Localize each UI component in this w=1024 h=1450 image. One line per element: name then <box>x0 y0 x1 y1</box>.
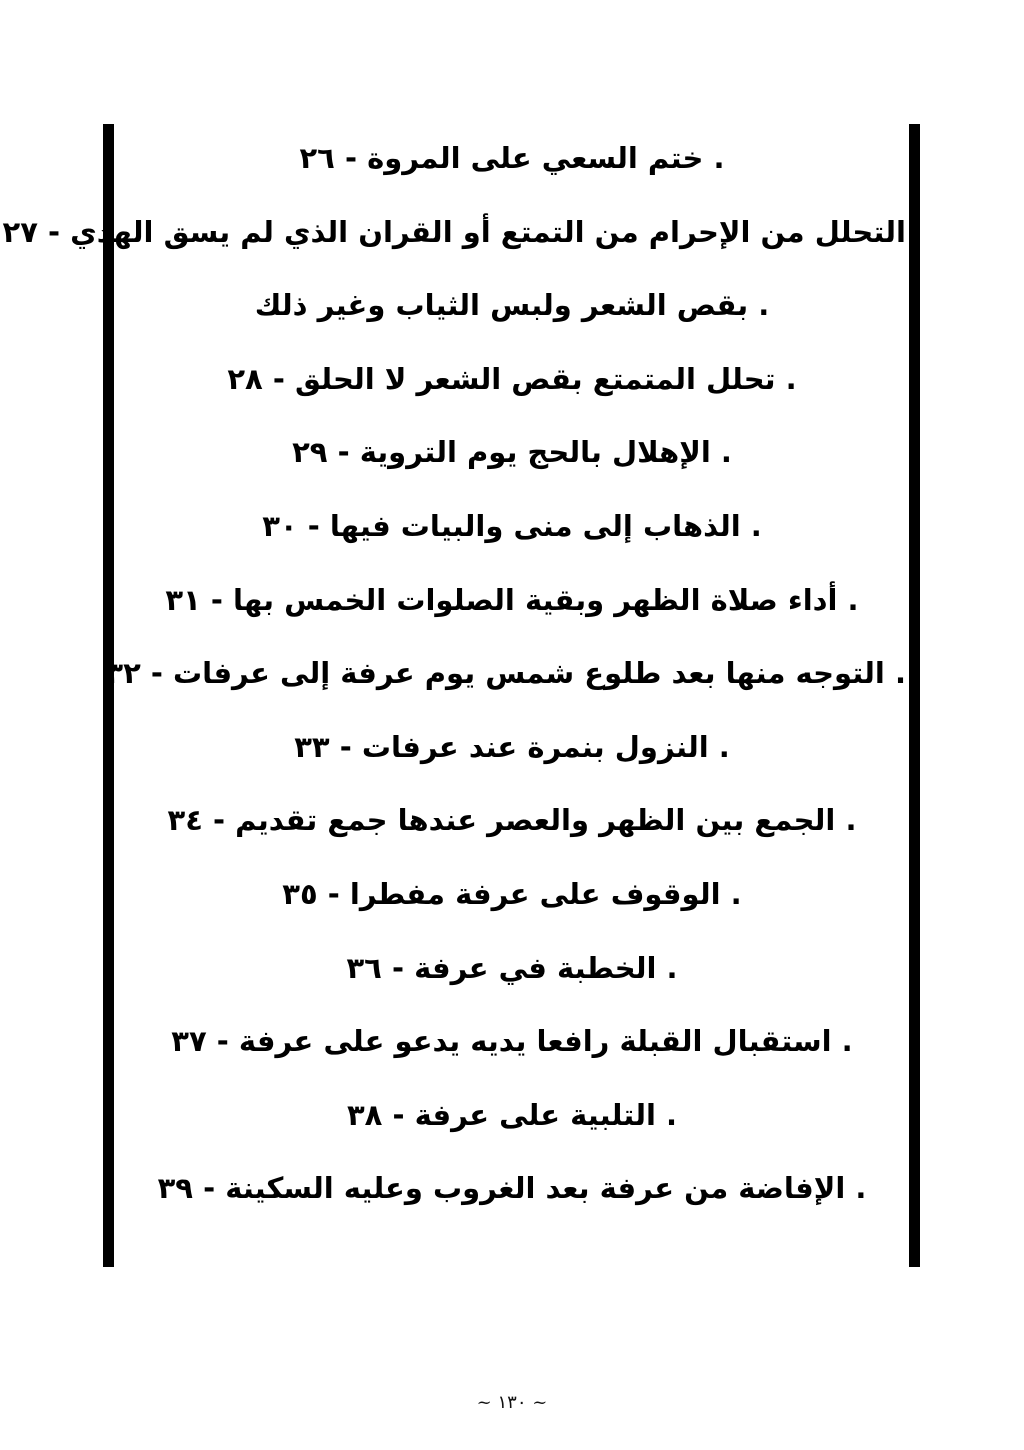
toc-line-27-continued: . بقص الشعر ولبس الثياب وغير ذلك <box>254 288 770 323</box>
toc-line-36: . الخطبة في عرفة - ٣٦ <box>346 950 678 985</box>
toc-line-37: . استقبال القبلة رافعا يديه يدعو على عرفة - ٣٧ <box>171 1024 853 1059</box>
toc-line-26: . ختم السعي على المروة - ٢٦ <box>299 141 725 175</box>
page-number: ~ ١٣٠ ~ <box>476 1392 548 1413</box>
toc-line-27: التحلل من الإحرام من التمتع أو القران الذي لم يسق الهدي - ٢٧ <box>2 214 906 249</box>
toc-line-34: . الجمع بين الظهر والعصر عندها جمع تقديم - ٣٤ <box>167 803 857 838</box>
toc-line-29: . الإهلال بالحج يوم التروية - ٢٩ <box>292 435 732 470</box>
toc-line-38: . التلبية على عرفة - ٣٨ <box>346 1097 678 1132</box>
toc-line-33: . النزول بنمرة عند عرفات - ٣٣ <box>294 729 730 764</box>
toc-line-30: . الذهاب إلى منى والبيات فيها - ٣٠ <box>262 508 762 543</box>
right-border-rule <box>909 124 920 1267</box>
toc-line-35: . الوقوف على عرفة مفطرا - ٣٥ <box>282 876 742 911</box>
toc-line-32: . التوجه منها بعد طلوع شمس يوم عرفة إلى عرفات - ٣٢ <box>105 656 906 691</box>
toc-line-31: . أداء صلاة الظهر وبقية الصلوات الخمس بها - ٣١ <box>165 582 859 617</box>
toc-list <box>2 122 906 1226</box>
toc-line-39: . الإفاضة من عرفة بعد الغروب وعليه السكينة - ٣٩ <box>157 1171 867 1206</box>
toc-line-28: . تحلل المتمتع بقص الشعر لا الحلق - ٢٨ <box>227 361 797 396</box>
